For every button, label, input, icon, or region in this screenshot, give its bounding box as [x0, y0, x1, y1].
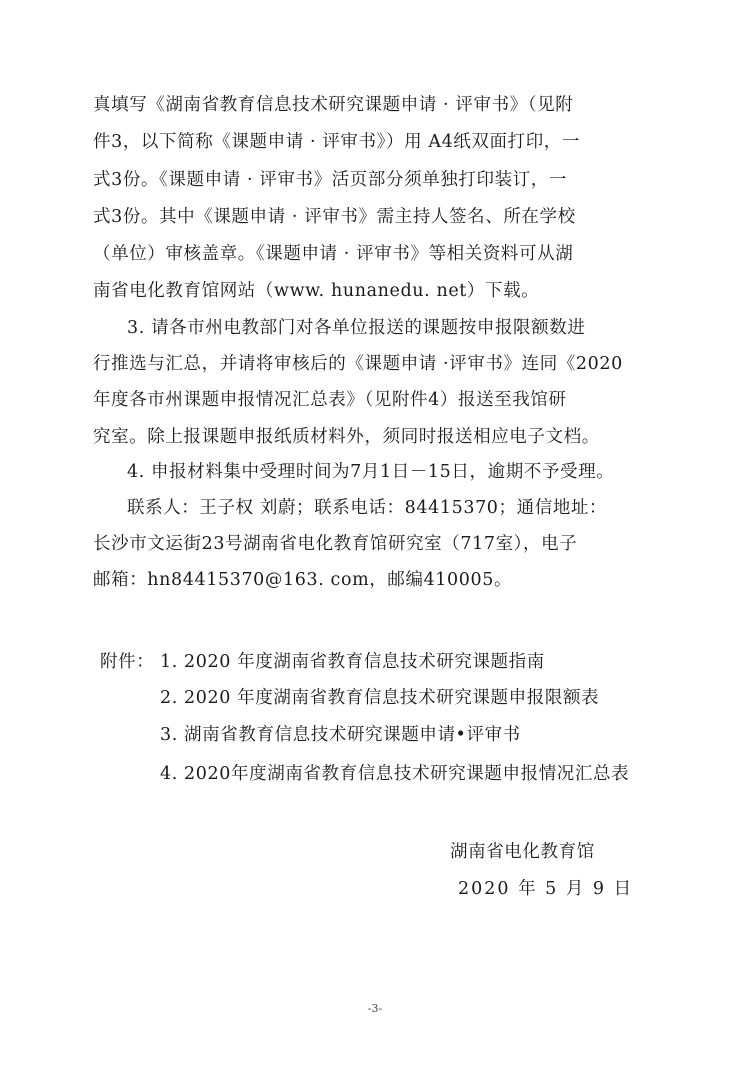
- contact-line: 邮箱：hn84415370@163. com，邮编410005。: [93, 570, 513, 590]
- contact-line: 联系人：王子权 刘蔚；联系电话：84415370；通信地址：: [127, 498, 608, 518]
- issue-date: 2020 年 5 月 9 日: [458, 879, 634, 899]
- attachment-item: 3. 湖南省教育信息技术研究课题申请•评审书: [160, 725, 521, 745]
- body-line: （单位）审核盖章。《课题申请 · 评审书》等相关资料可从湖: [93, 244, 574, 264]
- body-line: 件3，以下简称《课题申请 · 评审书》）用 A4纸双面打印，一: [93, 132, 581, 152]
- item-3-line: 行推选与汇总，并请将审核后的《课题申请 ·评审书》连同《2020: [93, 354, 623, 374]
- body-line: 式3份。其中《课题申请 · 评审书》需主持人签名、所在学校: [93, 207, 576, 227]
- item-3-line: 3. 请各市州电教部门对各单位报送的课题按申报限额数进: [127, 318, 586, 338]
- attachments-label: 附件：: [100, 652, 155, 672]
- body-line: 式3份。《课题申请 · 评审书》活页部分须单独打印装订，一: [93, 170, 567, 190]
- attachment-item: 1. 2020 年度湖南省教育信息技术研究课题指南: [160, 652, 545, 672]
- attachment-item: 2. 2020 年度湖南省教育信息技术研究课题申报限额表: [160, 688, 600, 708]
- attachment-item: 4. 2020年度湖南省教育信息技术研究课题申报情况汇总表: [160, 764, 630, 784]
- item-4-line: 4. 申报材料集中受理时间为7月1日－15日，逾期不予受理。: [127, 462, 615, 482]
- page-number: -3-: [367, 1002, 383, 1015]
- contact-line: 长沙市文运街23号湖南省电化教育馆研究室（717室），电子: [93, 534, 578, 554]
- item-3-line: 年度各市州课题申报情况汇总表》（见附件4）报送至我馆研: [93, 390, 567, 410]
- issuer-signature: 湖南省电化教育馆: [450, 842, 595, 862]
- body-line: 南省电化教育馆网站（www. hunanedu. net）下载。: [93, 281, 540, 301]
- item-3-line: 究室。除上报课题申报纸质材料外，须同时报送相应电子文档。: [93, 427, 600, 447]
- body-line: 真填写《湖南省教育信息技术研究课题申请 · 评审书》（见附: [93, 95, 574, 115]
